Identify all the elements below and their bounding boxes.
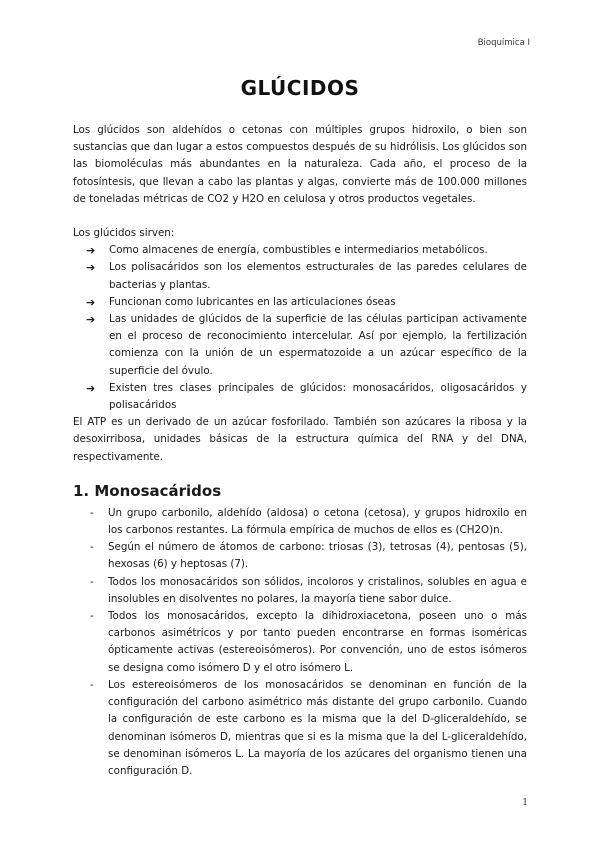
arrow-icon: ➔ xyxy=(86,244,96,258)
dash-bullet: - xyxy=(90,541,94,554)
list-item xyxy=(73,608,527,677)
document-body xyxy=(73,122,527,780)
list-item xyxy=(73,539,527,573)
dash-bullet: - xyxy=(90,575,94,588)
list-item-text: Un grupo carbonilo, aldehído (aldosa) o cetona (cetosa), y grupos hidroxilo en los carbonos restantes. La fórmula empírica de muchos de ellos es (CH2O)n. xyxy=(108,506,527,537)
list-item-text: Los estereoisómeros de los monosacáridos se denominan en función de la configuración del carbono asimétrico más distante del grupo carbonilo. Cuando la configuración de este carbono es la misma que la del D-gliceraldehído, se denominan isómeros D, mientras que si es la misma que la del L-gliceraldehído, se denominan isómeros L. La mayoría de los azúcares del organismo tienen una configuración D. xyxy=(108,678,527,777)
dash-bullet: - xyxy=(90,506,94,519)
atp-paragraph: El ATP es un derivado de un azúcar fosforilado. También son azúcares la ribosa y la desoxirribosa, unidades básicas de la estructura química del RNA y del DNA, respectivamente. xyxy=(73,416,527,463)
list-item xyxy=(73,242,527,259)
page-title: GLÚCIDOS xyxy=(240,76,360,100)
list-item-text: Los polisacáridos son los elementos estructurales de las paredes celulares de bacterias y plantas. xyxy=(109,261,527,291)
functions-lead: Los glúcidos sirven: xyxy=(73,227,175,240)
list-item-text: Según el número de átomos de carbono: triosas (3), tetrosas (4), pentosas (5), hexosas (6) y heptosas (7). xyxy=(108,541,527,571)
functions-list xyxy=(73,242,527,414)
page-header: Bioquímica I xyxy=(477,38,530,48)
list-item xyxy=(73,677,527,780)
list-item xyxy=(73,574,527,608)
list-item xyxy=(73,505,527,539)
arrow-icon: ➔ xyxy=(86,295,96,309)
arrow-icon: ➔ xyxy=(86,261,96,275)
list-item xyxy=(73,294,527,311)
list-item-text: Como almacenes de energía, combustibles e intermediarios metabólicos. xyxy=(109,244,488,257)
list-item-text: Funcionan como lubricantes en las articulaciones óseas xyxy=(109,295,396,308)
list-item xyxy=(73,380,527,414)
list-item-text: Las unidades de glúcidos de la superficie de las células participan activamente en el proceso de reconocimiento intercelular. Así por ejemplo, la fertilización comienza con la unión de un espermatozoide a un azúcar específico de la superficie del óvulo. xyxy=(109,313,527,377)
list-item xyxy=(73,311,527,380)
dash-bullet: - xyxy=(90,678,94,691)
spacer xyxy=(73,208,527,225)
monosacaridos-list xyxy=(73,505,527,780)
list-item xyxy=(73,259,527,293)
list-item-text: Todos los monosacáridos son sólidos, incoloros y cristalinos, solubles en agua e insolubles en disolventes no polares, la mayoría tiene sabor dulce. xyxy=(108,575,527,605)
arrow-icon: ➔ xyxy=(86,313,96,327)
intro-paragraph: Los glúcidos son aldehídos o cetonas con múltiples grupos hidroxilo, o bien son sustancias que dan lugar a estos compuestos después de su hidrólisis. Los glúcidos son las biomoléculas más abundantes en la naturaleza. Cada año, el proceso de la fotosíntesis, que llevan a cabo las plantas y algas, convierte más de 100.000 millones de toneladas métricas de CO2 y H2O en celulosa y otros productos vegetales. xyxy=(73,124,527,205)
section-heading-monosacaridos: 1. Monosacáridos xyxy=(73,481,222,500)
arrow-icon: ➔ xyxy=(86,381,96,395)
list-item-text: Existen tres clases principales de glúcidos: monosacáridos, oligosacáridos y polisacáridos xyxy=(109,381,527,412)
page-number: 1 xyxy=(522,798,528,808)
dash-bullet: - xyxy=(90,610,94,623)
list-item-text: Todos los monosacáridos, excepto la dihidroxiacetona, poseen uno o más carbonos asimétricos y por tanto pueden encontrarse en formas isoméricas ópticamente activas (estereoisómeros). Por convención, uno de estos isómeros se designa como isómero D y el otro isómero L. xyxy=(108,610,527,674)
